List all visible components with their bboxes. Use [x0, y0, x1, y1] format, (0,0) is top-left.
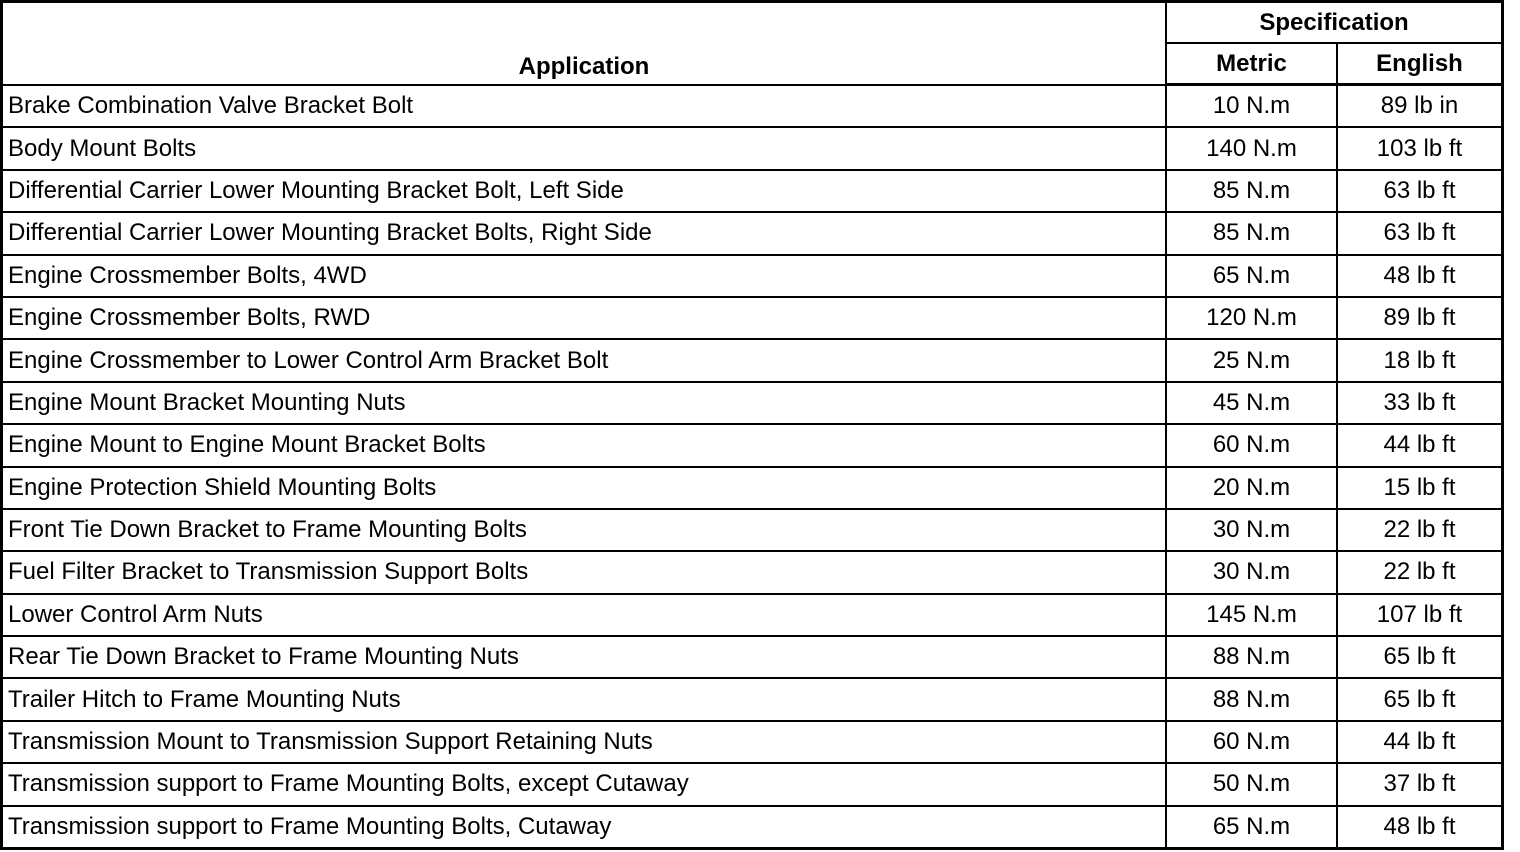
metric-value-cell: 50 N.m: [1166, 763, 1337, 805]
metric-value-cell: 88 N.m: [1166, 636, 1337, 678]
application-cell: Transmission Mount to Transmission Support Retaining Nuts: [2, 721, 1166, 763]
english-value-cell: 33 lb ft: [1337, 382, 1502, 424]
metric-value-cell: 20 N.m: [1166, 467, 1337, 509]
english-value-cell: 48 lb ft: [1337, 806, 1502, 848]
table-body: [2, 85, 1502, 849]
table-row: [2, 212, 1502, 254]
table-row: [2, 127, 1502, 169]
table-row: [2, 424, 1502, 466]
metric-value-cell: 25 N.m: [1166, 339, 1337, 381]
metric-value-cell: 120 N.m: [1166, 297, 1337, 339]
english-value-cell: 107 lb ft: [1337, 594, 1502, 636]
metric-value-cell: 145 N.m: [1166, 594, 1337, 636]
application-cell: Engine Mount to Engine Mount Bracket Bolts: [2, 424, 1166, 466]
application-cell: Brake Combination Valve Bracket Bolt: [2, 85, 1166, 128]
metric-value-cell: 65 N.m: [1166, 806, 1337, 848]
table-row: [2, 721, 1502, 763]
metric-value-cell: 140 N.m: [1166, 127, 1337, 169]
application-cell: Engine Crossmember to Lower Control Arm Bracket Bolt: [2, 339, 1166, 381]
header-row: [2, 2, 1502, 43]
english-value-cell: 22 lb ft: [1337, 509, 1502, 551]
metric-value-cell: 85 N.m: [1166, 170, 1337, 212]
table-row: [2, 297, 1502, 339]
table-row: [2, 85, 1502, 128]
application-cell: Differential Carrier Lower Mounting Bracket Bolt, Left Side: [2, 170, 1166, 212]
application-cell: Trailer Hitch to Frame Mounting Nuts: [2, 678, 1166, 720]
table-row: [2, 509, 1502, 551]
english-value-cell: 22 lb ft: [1337, 551, 1502, 593]
table-row: [2, 170, 1502, 212]
table-row: [2, 594, 1502, 636]
english-value-cell: 44 lb ft: [1337, 721, 1502, 763]
english-value-cell: 48 lb ft: [1337, 255, 1502, 297]
application-cell: Lower Control Arm Nuts: [2, 594, 1166, 636]
application-cell: Engine Mount Bracket Mounting Nuts: [2, 382, 1166, 424]
metric-value-cell: 60 N.m: [1166, 721, 1337, 763]
english-value-cell: 18 lb ft: [1337, 339, 1502, 381]
english-value-cell: 65 lb ft: [1337, 678, 1502, 720]
application-cell: Engine Crossmember Bolts, RWD: [2, 297, 1166, 339]
application-cell: Body Mount Bolts: [2, 127, 1166, 169]
metric-value-cell: 65 N.m: [1166, 255, 1337, 297]
english-value-cell: 103 lb ft: [1337, 127, 1502, 169]
table-row: [2, 339, 1502, 381]
english-value-cell: 15 lb ft: [1337, 467, 1502, 509]
metric-value-cell: 88 N.m: [1166, 678, 1337, 720]
english-value-cell: 63 lb ft: [1337, 170, 1502, 212]
metric-value-cell: 10 N.m: [1166, 85, 1337, 128]
table-row: [2, 763, 1502, 805]
english-value-cell: 63 lb ft: [1337, 212, 1502, 254]
metric-value-cell: 30 N.m: [1166, 509, 1337, 551]
table-row: [2, 551, 1502, 593]
metric-column-header: Metric: [1166, 43, 1337, 85]
metric-value-cell: 85 N.m: [1166, 212, 1337, 254]
torque-spec-table: [1, 1, 1503, 849]
table-row: [2, 382, 1502, 424]
application-cell: Fuel Filter Bracket to Transmission Support Bolts: [2, 551, 1166, 593]
application-cell: Front Tie Down Bracket to Frame Mounting Bolts: [2, 509, 1166, 551]
specification-column-header: Specification: [1166, 2, 1502, 43]
application-cell: Rear Tie Down Bracket to Frame Mounting Nuts: [2, 636, 1166, 678]
english-column-header: English: [1337, 43, 1502, 85]
english-value-cell: 89 lb ft: [1337, 297, 1502, 339]
table-row: [2, 678, 1502, 720]
application-cell: Engine Crossmember Bolts, 4WD: [2, 255, 1166, 297]
application-cell: Transmission support to Frame Mounting Bolts, except Cutaway: [2, 763, 1166, 805]
table-row: [2, 255, 1502, 297]
table-row: [2, 467, 1502, 509]
english-value-cell: 37 lb ft: [1337, 763, 1502, 805]
application-column-header: Application: [2, 2, 1166, 85]
application-cell: Transmission support to Frame Mounting Bolts, Cutaway: [2, 806, 1166, 848]
application-cell: Differential Carrier Lower Mounting Bracket Bolts, Right Side: [2, 212, 1166, 254]
english-value-cell: 89 lb in: [1337, 85, 1502, 128]
metric-value-cell: 45 N.m: [1166, 382, 1337, 424]
english-value-cell: 65 lb ft: [1337, 636, 1502, 678]
metric-value-cell: 30 N.m: [1166, 551, 1337, 593]
table-row: [2, 636, 1502, 678]
metric-value-cell: 60 N.m: [1166, 424, 1337, 466]
english-value-cell: 44 lb ft: [1337, 424, 1502, 466]
table-row: [2, 806, 1502, 848]
application-cell: Engine Protection Shield Mounting Bolts: [2, 467, 1166, 509]
